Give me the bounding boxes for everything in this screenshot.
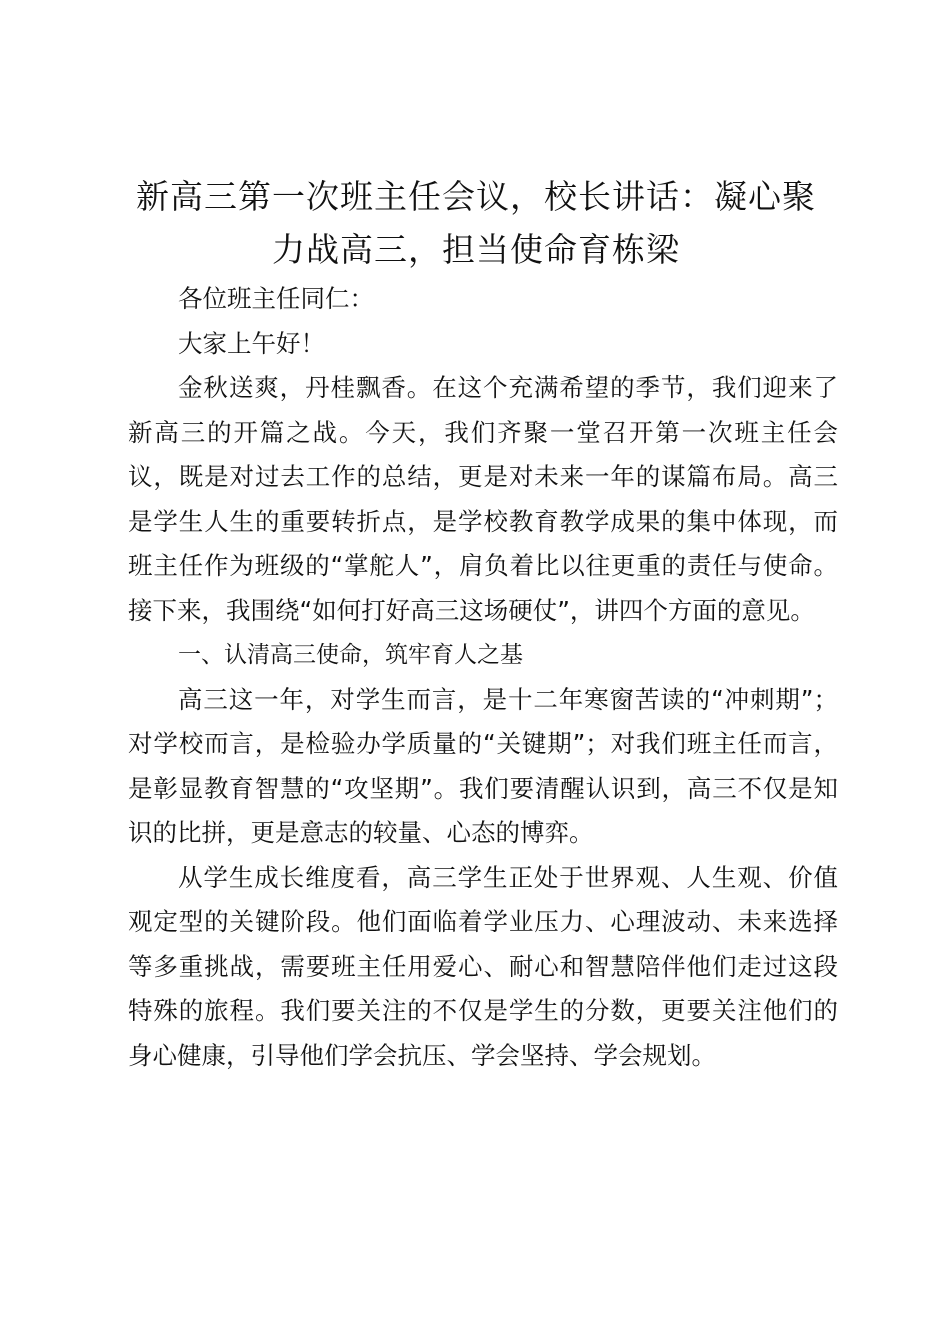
body-paragraph: 高三这一年，对学生而言，是十二年寒窗苦读的“冲刺期”；对学校而言，是检验办学质量的“关键期”；对我们班主任而言，是彰显教育智慧的“攻坚期”。我们要清醒认识到，高三不仅是知识的比拼，更是意志的较量、心态的博弈。: [128, 684, 838, 847]
intro-paragraph: 金秋送爽，丹桂飘香。在这个充满希望的季节，我们迎来了新高三的开篇之战。今天，我们齐聚一堂召开第一次班主任会议，既是对过去工作的总结，更是对未来一年的谋篇布局。高三是学生人生的重要转折点，是学校教育教学成果的集中体现，而班主任作为班级的“掌舵人”，肩负着比以往更重的责任与使命。接下来，我围绕“如何打好高三这场硬仗”，讲四个方面的意见。: [128, 373, 838, 625]
section-heading-1: 一、认清高三使命，筑牢育人之基: [178, 642, 523, 668]
document-body: [128, 277, 838, 1078]
document-title: 新高三第一次班主任会议，校长讲话：凝心聚力战高三，担当使命育栋梁: [136, 177, 816, 269]
salutation: 各位班主任同仁：: [178, 284, 374, 313]
greeting: 大家上午好！: [178, 328, 325, 358]
body-paragraph: 从学生成长维度看，高三学生正处于世界观、人生观、价值观定型的关键阶段。他们面临着学业压力、心理波动、未来选择等多重挑战，需要班主任用爱心、耐心和智慧陪伴他们走过这段特殊的旅程。我们要关注的不仅是学生的分数，更要关注他们的身心健康，引导他们学会抗压、学会坚持、学会规划。: [128, 862, 838, 1070]
